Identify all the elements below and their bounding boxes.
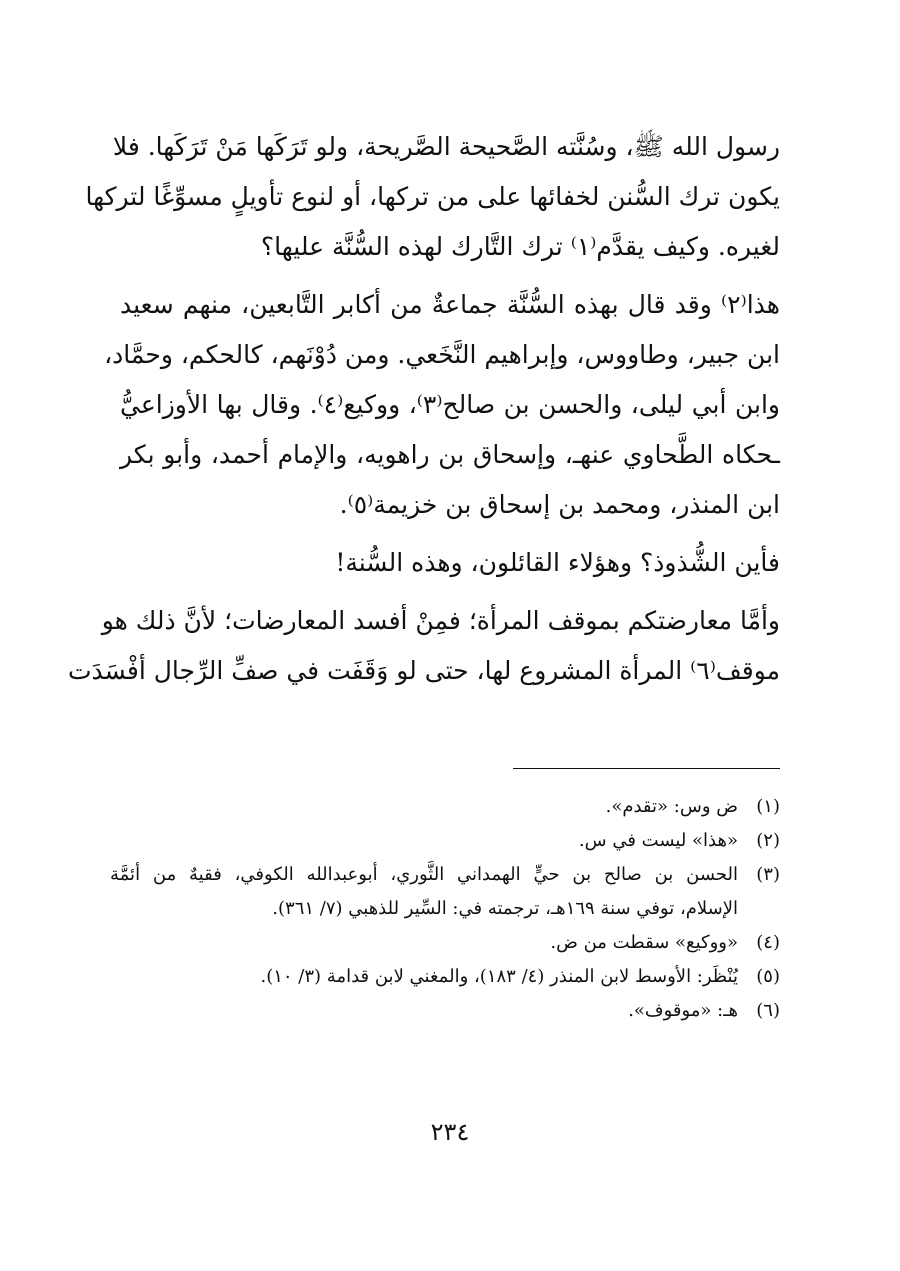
- footnote-number: (٥): [756, 966, 780, 987]
- footnote-text: [110, 994, 738, 1028]
- footnote-line: ض وس: «تقدم».: [605, 796, 738, 817]
- page-number: ٢٣٤: [430, 1118, 470, 1146]
- footnote-5: [110, 960, 780, 994]
- footnote-line: «هذا» ليست في س.: [578, 830, 738, 851]
- paragraph-3: [120, 538, 780, 588]
- footnote-line: «ووكيع» سقطت من ض.: [550, 932, 738, 953]
- text-line: ـحكاه الطَّحاوي عنهـ، وإسحاق بن راهويه، والإمام أحمد، وأبو بكر: [120, 440, 780, 469]
- paragraph-4: [67, 596, 780, 696]
- footnote-1: [110, 790, 780, 824]
- footnote-text: [110, 926, 738, 960]
- footnote-number: (٦): [756, 1000, 780, 1021]
- text-line: ابن المنذر، ومحمد بن إسحاق بن خزيمة⁽٥⁾.: [339, 490, 780, 519]
- footnote-text: [110, 824, 738, 858]
- text-line: موقف⁽٦⁾ المرأة المشروع لها، حتى لو وَقَفَت في صفِّ الرِّجال أفْسَدَت: [67, 656, 780, 685]
- text-line: وابن أبي ليلى، والحسن بن صالح⁽٣⁾، ووكيع⁽٤⁾. وقال بها الأوزاعيُّ: [120, 390, 780, 419]
- main-text: [67, 122, 780, 704]
- footnote-line: الإسلام، توفي سنة ١٦٩هـ، ترجمته في: السِّير للذهبي (٧/ ٣٦١).: [272, 898, 738, 919]
- footnote-number: (٣): [756, 864, 780, 885]
- footnote-6: [110, 994, 780, 1028]
- footnote-number: (٤): [756, 932, 780, 953]
- footnote-number: (٢): [756, 830, 780, 851]
- text-line: هذا⁽٢⁾ وقد قال بهذه السُّنَّة جماعةٌ من أكابر التَّابعين، منهم سعيد: [120, 290, 780, 319]
- footnote-3: [110, 858, 780, 926]
- footnote-text: [110, 960, 738, 994]
- footnotes: [110, 790, 780, 1028]
- footnote-2: [110, 824, 780, 858]
- paragraph-2: [104, 280, 780, 530]
- footnote-4: [110, 926, 780, 960]
- footnote-text: [110, 858, 738, 926]
- text-line: لغيره. وكيف يقدَّم⁽١⁾ ترك التَّارك لهذه السُّنَّة عليها؟: [260, 232, 780, 261]
- footnote-divider: [513, 768, 780, 769]
- text-line: فأين الشُّذوذ؟ وهؤلاء القائلون، وهذه السُّنة!: [335, 548, 780, 577]
- footnote-line: يُنْظَر: الأوسط لابن المنذر (٤/ ١٨٣)، والمغني لابن قدامة (٣/ ١٠).: [260, 966, 738, 987]
- text-line: وأمَّا معارضتكم بموقف المرأة؛ فمِنْ أفسد المعارضات؛ لأنَّ ذلك هو: [101, 606, 780, 635]
- paragraph-1: [85, 122, 780, 272]
- footnote-line: الحسن بن صالح بن حيٍّ الهمداني الثَّوري، أبوعبدالله الكوفي، فقيهٌ من أئمَّة: [110, 864, 738, 885]
- footnote-number: (١): [756, 796, 780, 817]
- text-line: رسول الله ﷺ، وسُنَّته الصَّحيحة الصَّريحة، ولو تَرَكَها مَنْ تَرَكَها. فلا: [112, 132, 780, 161]
- footnote-line: هـ: «موقوف».: [628, 1000, 738, 1021]
- text-line: يكون ترك السُّنن لخفائها على من تركها، أو لنوع تأويلٍ مسوِّغًا لتركها: [85, 182, 780, 211]
- footnote-text: [110, 790, 738, 824]
- text-line: ابن جبير، وطاووس، وإبراهيم النَّخَعي. ومن دُوْنَهم، كالحكم، وحمَّاد،: [104, 340, 780, 369]
